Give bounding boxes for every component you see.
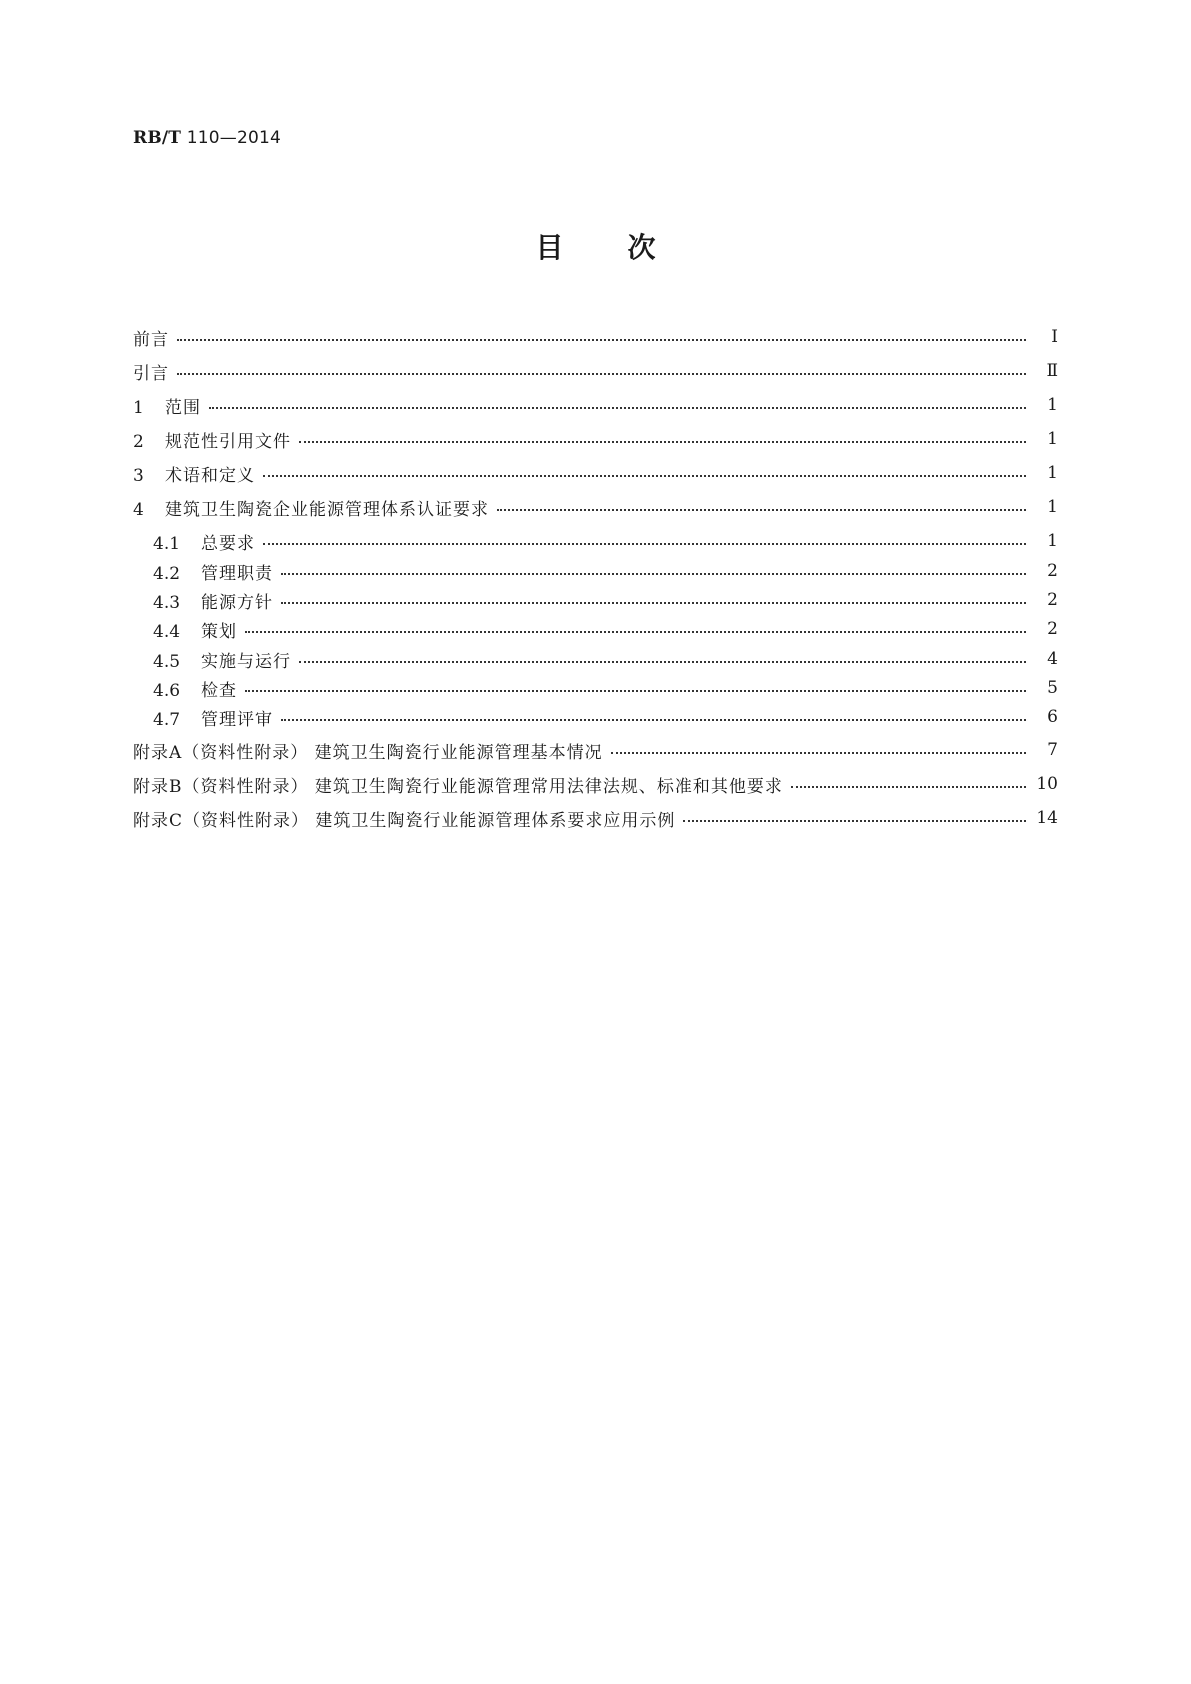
toc-entry-text: 前言 bbox=[133, 329, 169, 350]
dot-leader bbox=[281, 556, 1026, 586]
toc-page-number: 2 bbox=[1047, 561, 1058, 581]
toc-entry-3[interactable] bbox=[133, 458, 1058, 488]
dot-leader bbox=[245, 614, 1026, 644]
toc-page-number: 1 bbox=[1047, 463, 1058, 483]
toc-entry-number: 4.5 bbox=[153, 651, 181, 672]
standard-prefix: RB/T bbox=[133, 128, 182, 148]
toc-entry-text: 附录B（资料性附录） 建筑卫生陶瓷行业能源管理常用法律法规、标准和其他要求 bbox=[133, 776, 783, 797]
dot-leader bbox=[281, 702, 1026, 732]
toc-entry-foreword[interactable] bbox=[133, 322, 1058, 352]
toc-entry-annex-b[interactable] bbox=[133, 769, 1058, 799]
toc-page-number: 1 bbox=[1047, 531, 1058, 551]
toc-entry-4-4[interactable] bbox=[153, 614, 1058, 644]
standard-number: 110—2014 bbox=[181, 128, 282, 148]
toc-entry-4-7[interactable] bbox=[153, 702, 1058, 732]
toc-page-number: 14 bbox=[1036, 808, 1058, 828]
toc-entry-introduction[interactable] bbox=[133, 356, 1058, 386]
toc-entry-number: 4.7 bbox=[153, 709, 181, 730]
page-title: 目次 bbox=[535, 231, 720, 264]
dot-leader bbox=[177, 322, 1026, 352]
toc-entry-2[interactable] bbox=[133, 424, 1058, 454]
toc-entry-text: 附录C（资料性附录） 建筑卫生陶瓷行业能源管理体系要求应用示例 bbox=[133, 810, 676, 831]
toc-page-number: 4 bbox=[1047, 649, 1058, 669]
toc-page-number: 2 bbox=[1047, 590, 1058, 610]
toc-entry-text: 策划 bbox=[201, 621, 237, 642]
toc-entry-text: 引言 bbox=[133, 363, 169, 384]
toc-entry-number: 4 bbox=[133, 499, 144, 520]
toc-entry-text: 管理评审 bbox=[201, 709, 273, 730]
toc-entry-number: 4.2 bbox=[153, 563, 181, 584]
toc-entry-number: 4.1 bbox=[153, 533, 181, 554]
toc-entry-text: 附录A（资料性附录） 建筑卫生陶瓷行业能源管理基本情况 bbox=[133, 742, 603, 763]
dot-leader bbox=[209, 390, 1026, 420]
toc-entry-text: 能源方针 bbox=[201, 592, 273, 613]
dot-leader bbox=[683, 803, 1026, 833]
standard-code bbox=[133, 128, 281, 148]
toc-entry-number: 4.3 bbox=[153, 592, 181, 613]
toc-entry-4-6[interactable] bbox=[153, 673, 1058, 703]
dot-leader bbox=[245, 673, 1026, 703]
toc-entry-text: 管理职责 bbox=[201, 563, 273, 584]
toc-entry-number: 4.4 bbox=[153, 621, 181, 642]
toc-page-number: 1 bbox=[1047, 395, 1058, 415]
toc-page-number: 7 bbox=[1047, 740, 1058, 760]
dot-leader bbox=[263, 458, 1026, 488]
toc-entry-text: 建筑卫生陶瓷企业能源管理体系认证要求 bbox=[165, 499, 489, 520]
toc-entry-text: 术语和定义 bbox=[165, 465, 255, 486]
toc-entry-text: 总要求 bbox=[201, 533, 255, 554]
dot-leader bbox=[299, 424, 1026, 454]
toc-entry-4-2[interactable] bbox=[153, 556, 1058, 586]
toc-entry-number: 2 bbox=[133, 431, 144, 452]
toc-entry-text: 检查 bbox=[201, 680, 237, 701]
toc-page-number: 2 bbox=[1047, 619, 1058, 639]
toc-entry-number: 1 bbox=[133, 397, 144, 418]
toc-entry-1[interactable] bbox=[133, 390, 1058, 420]
toc-entry-text: 规范性引用文件 bbox=[165, 431, 291, 452]
dot-leader bbox=[299, 644, 1026, 674]
toc-page-number: 1 bbox=[1047, 429, 1058, 449]
toc-page-number: Ⅱ bbox=[1046, 361, 1058, 381]
dot-leader bbox=[791, 769, 1026, 799]
toc-entry-number: 3 bbox=[133, 465, 144, 486]
dot-leader bbox=[497, 492, 1026, 522]
toc-entry-annex-c[interactable] bbox=[133, 803, 1058, 833]
toc-entry-4-5[interactable] bbox=[153, 644, 1058, 674]
toc-entry-4[interactable] bbox=[133, 492, 1058, 522]
toc-entry-annex-a[interactable] bbox=[133, 735, 1058, 765]
dot-leader bbox=[611, 735, 1026, 765]
toc-entry-4-1[interactable] bbox=[153, 526, 1058, 556]
toc-entry-number: 4.6 bbox=[153, 680, 181, 701]
dot-leader bbox=[177, 356, 1026, 386]
toc-page-number: 10 bbox=[1036, 774, 1058, 794]
toc-page-number: Ⅰ bbox=[1051, 327, 1058, 347]
dot-leader bbox=[281, 585, 1026, 615]
toc-entry-text: 实施与运行 bbox=[201, 651, 291, 672]
toc-entry-4-3[interactable] bbox=[153, 585, 1058, 615]
toc-entry-text: 范围 bbox=[165, 397, 201, 418]
toc-page-number: 6 bbox=[1047, 707, 1058, 727]
toc-page-number: 1 bbox=[1047, 497, 1058, 517]
dot-leader bbox=[263, 526, 1026, 556]
toc-page-number: 5 bbox=[1047, 678, 1058, 698]
